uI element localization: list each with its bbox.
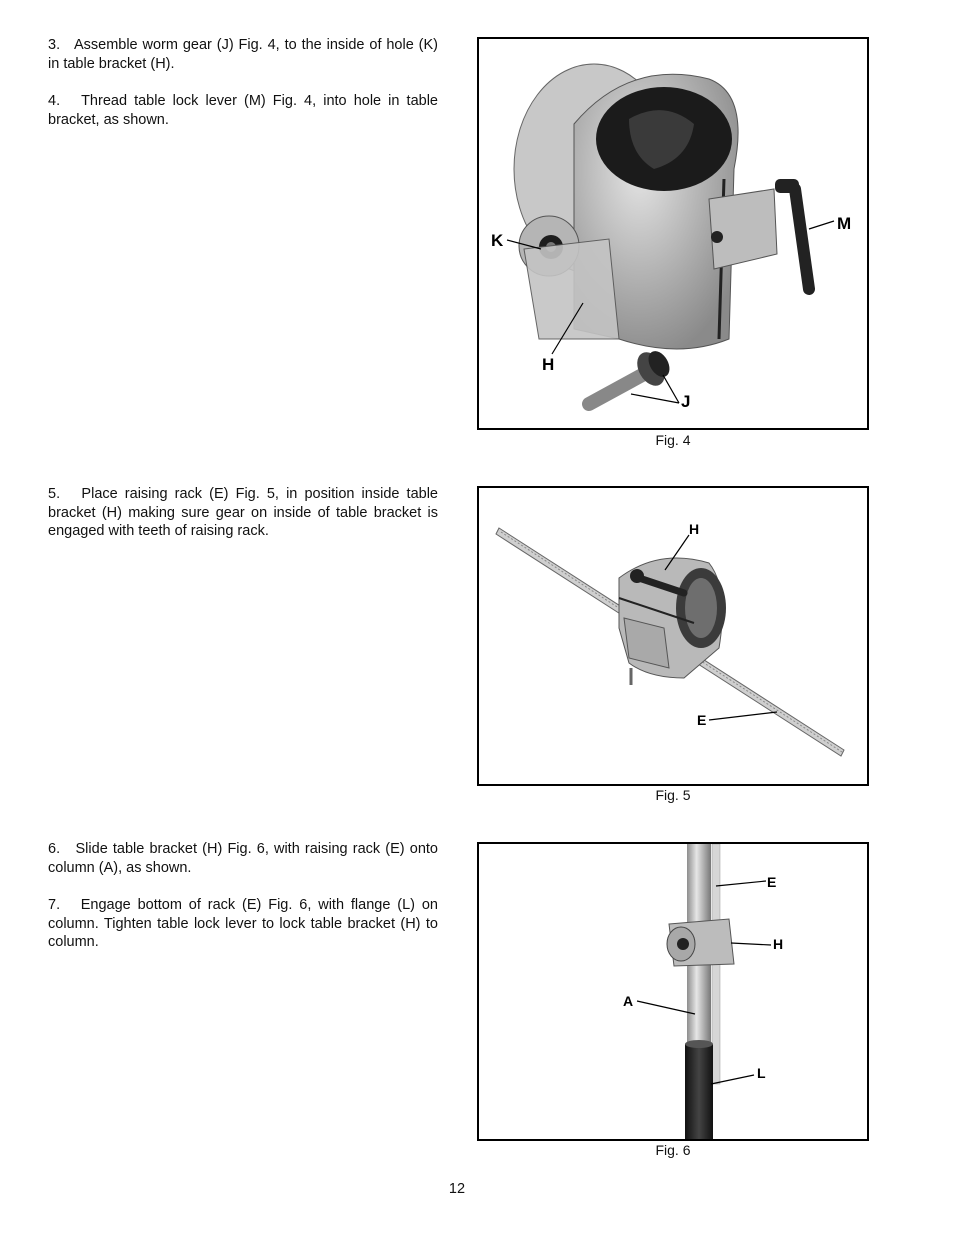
column-assembly-illustration [479, 844, 867, 1139]
figure-5-caption: Fig. 5 [655, 787, 691, 803]
figure-4-caption: Fig. 4 [655, 432, 691, 448]
label-a: A [623, 993, 634, 1009]
figure-5 [477, 486, 869, 786]
label-h: H [542, 355, 555, 374]
label-k: K [491, 231, 504, 250]
step-4-text: 4. Thread table lock lever (M) Fig. 4, into hole in table bracket, as shown. [48, 93, 438, 128]
figure-6-caption: Fig. 6 [655, 1142, 691, 1158]
label-e: E [697, 712, 707, 728]
page-number: 12 [448, 1181, 466, 1197]
label-l: L [757, 1065, 766, 1081]
step-5-text: 5. Place raising rack (E) Fig. 5, in position inside table bracket (H) making sure gear on inside of table bracket is engaged with teeth of raising rack. [48, 486, 438, 539]
step-6-text: 6. Slide table bracket (H) Fig. 6, with raising rack (E) onto column (A), as shown. [48, 841, 438, 876]
figure-6 [477, 842, 869, 1141]
figure-4 [477, 37, 869, 430]
label-h: H [773, 936, 784, 952]
rack-and-bracket-illustration [479, 488, 867, 784]
label-m: M [837, 214, 852, 233]
label-e: E [767, 874, 777, 890]
label-h: H [689, 521, 700, 537]
table-bracket-illustration [479, 39, 867, 428]
label-j: J [681, 392, 691, 411]
step-7-text: 7. Engage bottom of rack (E) Fig. 6, with flange (L) on column. Tighten table lock lever to lock table bracket (H) to column. [48, 897, 438, 950]
step-3-text: 3. Assemble worm gear (J) Fig. 4, to the inside of hole (K) in table bracket (H). [48, 37, 438, 72]
